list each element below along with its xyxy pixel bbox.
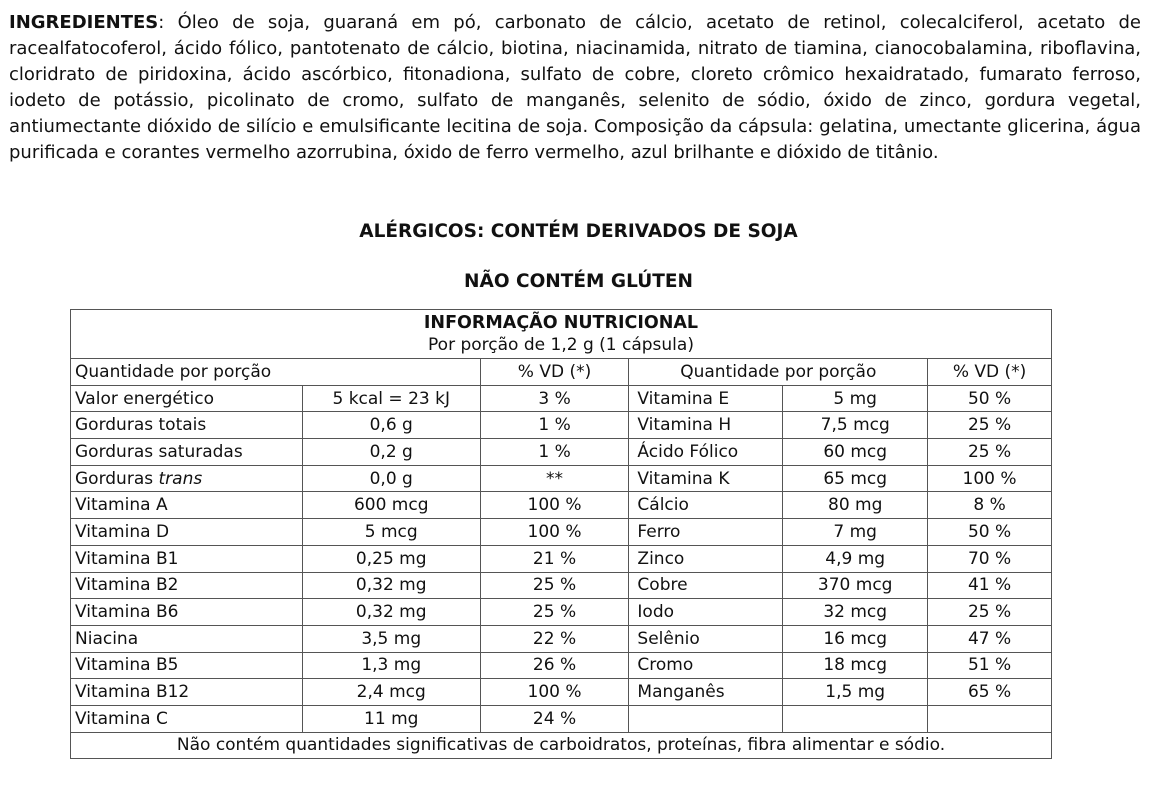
nutrient-quantity: [302, 679, 480, 706]
ingredients-paragraph: [9, 10, 1141, 166]
nutrient-quantity-text: 0,2 g: [369, 441, 413, 462]
nutrient-quantity-text: 1,3 mg: [361, 655, 422, 676]
nutrient-vd: [928, 545, 1052, 572]
nutrient-quantity-text: 3,5 mg: [361, 628, 422, 649]
nutrient-quantity-text: 0,6 g: [369, 415, 413, 436]
nutrient-quantity-text: 18 mcg: [823, 655, 888, 676]
nutrient-name-text: Cromo: [637, 655, 694, 676]
nutrient-vd-text: 8 %: [973, 495, 1006, 516]
nutrient-quantity: [783, 545, 928, 572]
nutrient-vd-text: 24 %: [532, 708, 577, 729]
nutrient-name: [71, 625, 303, 652]
nutrient-vd-text: 25 %: [967, 415, 1012, 436]
nutrient-name-text: Vitamina B12: [75, 682, 190, 703]
table-row: [71, 572, 1052, 599]
nutrient-name-text: Selênio: [637, 628, 700, 649]
table-row: [71, 465, 1052, 492]
nutrient-quantity: [302, 519, 480, 546]
nutrient-vd: [480, 599, 629, 626]
nutrient-vd: [928, 519, 1052, 546]
nutrient-name-text: Vitamina H: [637, 415, 732, 436]
nutrient-vd-text: **: [546, 468, 564, 489]
nutrient-name: [71, 465, 303, 492]
nutrient-vd: [928, 652, 1052, 679]
nutrient-vd-text: 100 %: [962, 468, 1017, 489]
table-header-row: [71, 359, 1052, 386]
nutrient-name-text: Niacina: [75, 628, 139, 649]
nutrient-vd-text: 22 %: [532, 628, 577, 649]
nutrient-quantity-text: 5 mg: [833, 388, 877, 409]
allergen-warning: ALÉRGICOS: CONTÉM DERIVADOS DE SOJA: [359, 221, 798, 242]
nutrient-quantity-text: 60 mcg: [823, 441, 888, 462]
nutrient-name-text: Cálcio: [637, 495, 689, 516]
table-row: [71, 705, 1052, 732]
nutrient-name: [71, 545, 303, 572]
nutrient-quantity-text: 11 mg: [364, 708, 419, 729]
nutrient-quantity-text: 4,9 mg: [825, 548, 886, 569]
nutrient-vd-text: 25 %: [532, 602, 577, 623]
nutrient-name-text: Vitamina B5: [75, 655, 179, 676]
nutrient-quantity: [783, 439, 928, 466]
nutrient-vd-text: 21 %: [532, 548, 577, 569]
nutrient-vd-text: 25 %: [967, 602, 1012, 623]
gluten-notice: NÃO CONTÉM GLÚTEN: [464, 271, 693, 292]
table-footer-row: [71, 732, 1052, 759]
nutrient-name: [629, 412, 783, 439]
nutrient-quantity: [302, 599, 480, 626]
nutrient-name-text: Ferro: [637, 521, 681, 542]
nutrient-quantity: [783, 625, 928, 652]
nutrient-quantity: [783, 599, 928, 626]
ingredients-text: : Óleo de soja, guaraná em pó, carbonato de cálcio, acetato de retinol, colecalciferol, acetato de racealfatocoferol, ácido fólico, pantotenato de cálcio, biotina, niacinamida, nitrato de tiamina, cianocobalamina, riboflavina, cloridrato de piridoxina, ácido ascórbico, fitonadiona, sulfato de cobre, cloreto crômico hexaidratado, fumarato ferroso, iodeto de potássio, picolinato de cromo, sulfato de manganês, selenito de sódio, óxido de zinco, gordura vegetal, antiumectante dióxido de silício e emulsificante lecitina de soja. Composição da cápsula: gelatina, umectante glicerina, água purificada e corantes vermelho azorrubina, óxido de ferro vermelho, azul brilhante e dióxido de titânio.: [9, 12, 1141, 163]
nutrient-quantity: [783, 412, 928, 439]
nutrient-quantity-text: 600 mcg: [353, 495, 429, 516]
nutrient-quantity: [783, 465, 928, 492]
nutrient-quantity: [302, 652, 480, 679]
nutrient-vd: [928, 679, 1052, 706]
nutrient-vd-text: 3 %: [538, 388, 571, 409]
table-row: [71, 492, 1052, 519]
nutrient-name-text: Vitamina D: [75, 521, 170, 542]
nutrient-quantity-text: 7 mg: [833, 521, 877, 542]
nutrient-name-text: Zinco: [637, 548, 685, 569]
nutrient-vd: [480, 652, 629, 679]
nutrient-quantity-text: 0,32 mg: [355, 602, 427, 623]
nutrient-vd-text: 1 %: [538, 441, 571, 462]
nutrient-quantity: [302, 439, 480, 466]
nutrient-vd: [480, 679, 629, 706]
nutrient-name: [71, 652, 303, 679]
table-title-row: [71, 310, 1052, 359]
nutrient-name-text: Vitamina B2: [75, 575, 179, 596]
nutrient-quantity: [783, 652, 928, 679]
table-subtitle: Por porção de 1,2 g (1 cápsula): [428, 335, 694, 355]
nutrient-quantity: [302, 572, 480, 599]
nutrient-quantity: [302, 492, 480, 519]
nutrient-name-text: Vitamina B1: [75, 548, 179, 569]
nutrient-name: [629, 492, 783, 519]
nutrient-vd: [928, 412, 1052, 439]
nutrient-name: [71, 385, 303, 412]
nutrient-name-text: Ácido Fólico: [637, 441, 739, 462]
table-row: [71, 439, 1052, 466]
nutrient-quantity: [783, 572, 928, 599]
nutrient-vd: [480, 439, 629, 466]
nutrient-vd: [480, 519, 629, 546]
nutrient-vd: [480, 412, 629, 439]
table-row: [71, 652, 1052, 679]
nutrient-vd-text: 25 %: [967, 441, 1012, 462]
nutrient-name: [71, 599, 303, 626]
nutrient-quantity-text: 16 mcg: [823, 628, 888, 649]
nutrient-vd: [480, 545, 629, 572]
nutrient-quantity-text: 5 mcg: [364, 521, 418, 542]
nutrient-name-text: Vitamina A: [75, 495, 168, 516]
nutrient-name: [629, 705, 783, 732]
nutrient-name: [71, 705, 303, 732]
nutrient-name-text: Vitamina K: [637, 468, 730, 489]
nutrient-vd: [480, 492, 629, 519]
nutrient-vd: [480, 705, 629, 732]
table-title-cell: [71, 310, 1052, 359]
nutrient-quantity-text: 370 mcg: [817, 575, 893, 596]
nutrient-name: [629, 599, 783, 626]
nutrient-name-text: Iodo: [637, 602, 675, 623]
nutrient-vd-text: 26 %: [532, 655, 577, 676]
nutrient-name-text: Cobre: [637, 575, 688, 596]
nutrient-name: [71, 679, 303, 706]
nutrient-name-text: Vitamina B6: [75, 602, 179, 623]
table-row: [71, 599, 1052, 626]
nutrient-quantity-text: 80 mg: [828, 495, 883, 516]
header-right-label: Quantidade por porção: [629, 359, 928, 386]
nutrient-name-text: Valor energético: [75, 388, 215, 409]
nutrient-quantity-text: 2,4 mcg: [356, 682, 426, 703]
nutrient-vd-text: 65 %: [967, 682, 1012, 703]
nutrient-name: [629, 652, 783, 679]
nutrient-name: [629, 625, 783, 652]
nutrient-name: [629, 545, 783, 572]
nutrient-quantity-text: 0,32 mg: [355, 575, 427, 596]
nutrition-table: [70, 309, 1052, 759]
nutrient-quantity: [783, 679, 928, 706]
table-row: [71, 519, 1052, 546]
nutrient-quantity-text: 0,0 g: [369, 468, 413, 489]
header-left-vd: % VD (*): [480, 359, 629, 386]
nutrient-vd: [928, 492, 1052, 519]
table-footnote: Não contém quantidades significativas de carboidratos, proteínas, fibra alimentar e sódio.: [71, 732, 1052, 759]
nutrient-name: [71, 519, 303, 546]
nutrient-vd-text: 70 %: [967, 548, 1012, 569]
table-row: [71, 545, 1052, 572]
nutrient-vd: [928, 705, 1052, 732]
table-row: [71, 412, 1052, 439]
nutrient-vd: [928, 385, 1052, 412]
nutrient-vd: [928, 599, 1052, 626]
nutrient-quantity: [302, 625, 480, 652]
nutrient-name: [629, 385, 783, 412]
header-left-label: Quantidade por porção: [71, 359, 481, 386]
nutrient-quantity-text: 0,25 mg: [355, 548, 427, 569]
nutrient-vd-text: 51 %: [967, 655, 1012, 676]
nutrient-vd: [480, 465, 629, 492]
nutrient-vd-text: 100 %: [527, 682, 582, 703]
nutrient-quantity: [302, 385, 480, 412]
nutrient-vd-text: 100 %: [527, 521, 582, 542]
ingredients-label: INGREDIENTES: [9, 12, 159, 33]
nutrient-vd-text: 25 %: [532, 575, 577, 596]
nutrient-name: [629, 439, 783, 466]
nutrient-name: [629, 572, 783, 599]
nutrient-vd-text: 100 %: [527, 495, 582, 516]
nutrient-name: [629, 519, 783, 546]
nutrient-vd-text: 41 %: [967, 575, 1012, 596]
nutrient-name-text: Gorduras: [75, 468, 159, 489]
table-row: [71, 625, 1052, 652]
table-title: INFORMAÇÃO NUTRICIONAL: [423, 313, 699, 333]
nutrient-name: [629, 679, 783, 706]
nutrient-vd: [480, 625, 629, 652]
nutrient-vd: [928, 465, 1052, 492]
header-right-vd: % VD (*): [928, 359, 1052, 386]
nutrient-name-text: Manganês: [637, 682, 725, 703]
nutrient-quantity-text: 7,5 mcg: [820, 415, 890, 436]
nutrient-name-text: Vitamina C: [75, 708, 168, 729]
nutrient-name: [71, 439, 303, 466]
nutrient-vd: [480, 385, 629, 412]
nutrient-name-text: Vitamina E: [637, 388, 730, 409]
nutrient-name-text: Gorduras totais: [75, 415, 207, 436]
nutrient-vd-text: 50 %: [967, 388, 1012, 409]
nutrient-vd: [928, 572, 1052, 599]
nutrient-quantity: [783, 492, 928, 519]
nutrient-name: [71, 492, 303, 519]
nutrient-quantity-text: 65 mcg: [823, 468, 888, 489]
table-row: [71, 679, 1052, 706]
nutrient-quantity: [783, 705, 928, 732]
nutrient-vd-text: 1 %: [538, 415, 571, 436]
nutrient-vd: [928, 439, 1052, 466]
nutrient-vd-text: 47 %: [967, 628, 1012, 649]
nutrient-name: [71, 412, 303, 439]
nutrient-vd: [480, 572, 629, 599]
nutrient-quantity: [302, 465, 480, 492]
nutrient-quantity-text: 5 kcal = 23 kJ: [332, 388, 450, 409]
nutrient-quantity: [783, 385, 928, 412]
nutrient-name-italic: trans: [158, 468, 203, 489]
nutrient-quantity: [302, 412, 480, 439]
nutrient-vd-text: 50 %: [967, 521, 1012, 542]
nutrient-quantity-text: 1,5 mg: [825, 682, 886, 703]
nutrient-quantity: [783, 519, 928, 546]
nutrient-vd: [928, 625, 1052, 652]
nutrient-name: [71, 572, 303, 599]
nutrient-quantity-text: 32 mcg: [823, 602, 888, 623]
table-row: [71, 385, 1052, 412]
nutrient-quantity: [302, 705, 480, 732]
nutrient-name: [629, 465, 783, 492]
nutrient-quantity: [302, 545, 480, 572]
nutrient-name-text: Gorduras saturadas: [75, 441, 243, 462]
